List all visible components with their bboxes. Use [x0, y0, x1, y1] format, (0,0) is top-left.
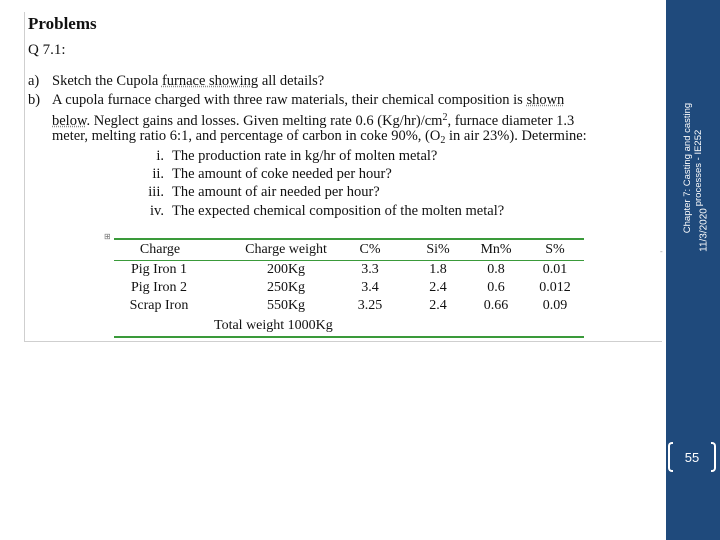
question-number: Q 7.1: [28, 42, 66, 58]
table-top-rule [114, 238, 584, 240]
part-b-sub: 2 [440, 135, 446, 146]
part-b-text-3a: meter, melting ratio 6:1, and percentage of carbon in coke 90%, (O [52, 128, 441, 144]
table-header: Mn% [480, 242, 512, 257]
part-a-text-1: Sketch the Cupola [52, 73, 162, 89]
chapter-line-1: Chapter 7: Casting and casting [682, 102, 693, 234]
part-b-label: b) [28, 92, 41, 108]
table-cell: 2.4 [429, 298, 447, 313]
table-cell: Scrap Iron [129, 298, 189, 313]
table-header: Charge [139, 242, 181, 257]
list-item [140, 165, 392, 183]
item-text: The amount of coke needed per hour? [172, 166, 392, 182]
part-b-text-2c: , furnace diameter 1.3 [447, 113, 575, 129]
table-total: Total weight 1000Kg [214, 318, 333, 333]
part-a-text-2: all details? [258, 73, 325, 89]
page-number-badge [668, 438, 716, 478]
table-cell: 250Kg [266, 280, 306, 295]
table-cell: 3.25 [357, 298, 383, 313]
table-header: Charge weight [245, 242, 327, 257]
table-cell: 2.4 [429, 280, 447, 295]
table-cell: 550Kg [266, 298, 306, 313]
item-text: The production rate in kg/hr of molten metal? [172, 148, 438, 164]
chapter-line-2: processes - IE252 [693, 129, 704, 207]
item-number: i. [156, 148, 164, 164]
part-b-line-1 [28, 91, 564, 109]
table-cell: 3.4 [361, 280, 379, 295]
table-header: S% [545, 242, 565, 257]
table-header: C% [359, 242, 381, 257]
item-text: The amount of air needed per hour? [172, 184, 380, 200]
table-cell: 1.8 [429, 262, 447, 277]
table-cell: 0.012 [539, 280, 571, 295]
table-bottom-rule [114, 336, 584, 338]
table-cell: 0.66 [483, 298, 509, 313]
table-edge-marker: - [660, 247, 663, 256]
part-a-label: a) [28, 73, 40, 89]
page-number: 55 [684, 450, 700, 465]
table-cell: Pig Iron 1 [131, 262, 187, 277]
part-b-text-2b: . Neglect gains and losses. Given melting rate 0.6 (Kg/hr)/cm [86, 113, 443, 129]
part-a [28, 72, 324, 90]
part-b-text-2u: below [52, 113, 87, 129]
list-item [140, 183, 380, 201]
list-item [140, 202, 504, 220]
table-header: Si% [426, 242, 450, 257]
table-cell: 0.01 [542, 262, 568, 277]
table-cell: Pig Iron 2 [131, 280, 187, 295]
right-bracket-icon [711, 442, 716, 472]
table-cell: 200Kg [266, 262, 306, 277]
part-a-text-underlined: furnace showing [161, 73, 259, 89]
table-cell: 0.09 [542, 298, 568, 313]
item-text: The expected chemical composition of the molten metal? [172, 203, 505, 219]
part-b-text-3b: in air 23%). Determine: [445, 128, 587, 144]
part-b-text-1a: A cupola furnace charged with three raw materials, their chemical composition is [52, 92, 527, 108]
slide-date: 11/3/2020 [698, 208, 710, 252]
table-cell: 3.3 [361, 262, 379, 277]
item-number: iv. [150, 203, 164, 219]
part-b-sup: 2 [442, 112, 448, 123]
table-anchor-icon: ⊞ [104, 232, 111, 241]
list-item [140, 147, 437, 165]
table-cell: 0.6 [487, 280, 505, 295]
table-header-rule [114, 260, 584, 261]
item-number: iii. [148, 184, 164, 200]
table-cell: 0.8 [487, 262, 505, 277]
left-bracket-icon [668, 442, 673, 472]
part-b-text-1u: shown [526, 92, 565, 108]
slide-title: Problems [28, 14, 97, 33]
item-number: ii. [152, 166, 164, 182]
